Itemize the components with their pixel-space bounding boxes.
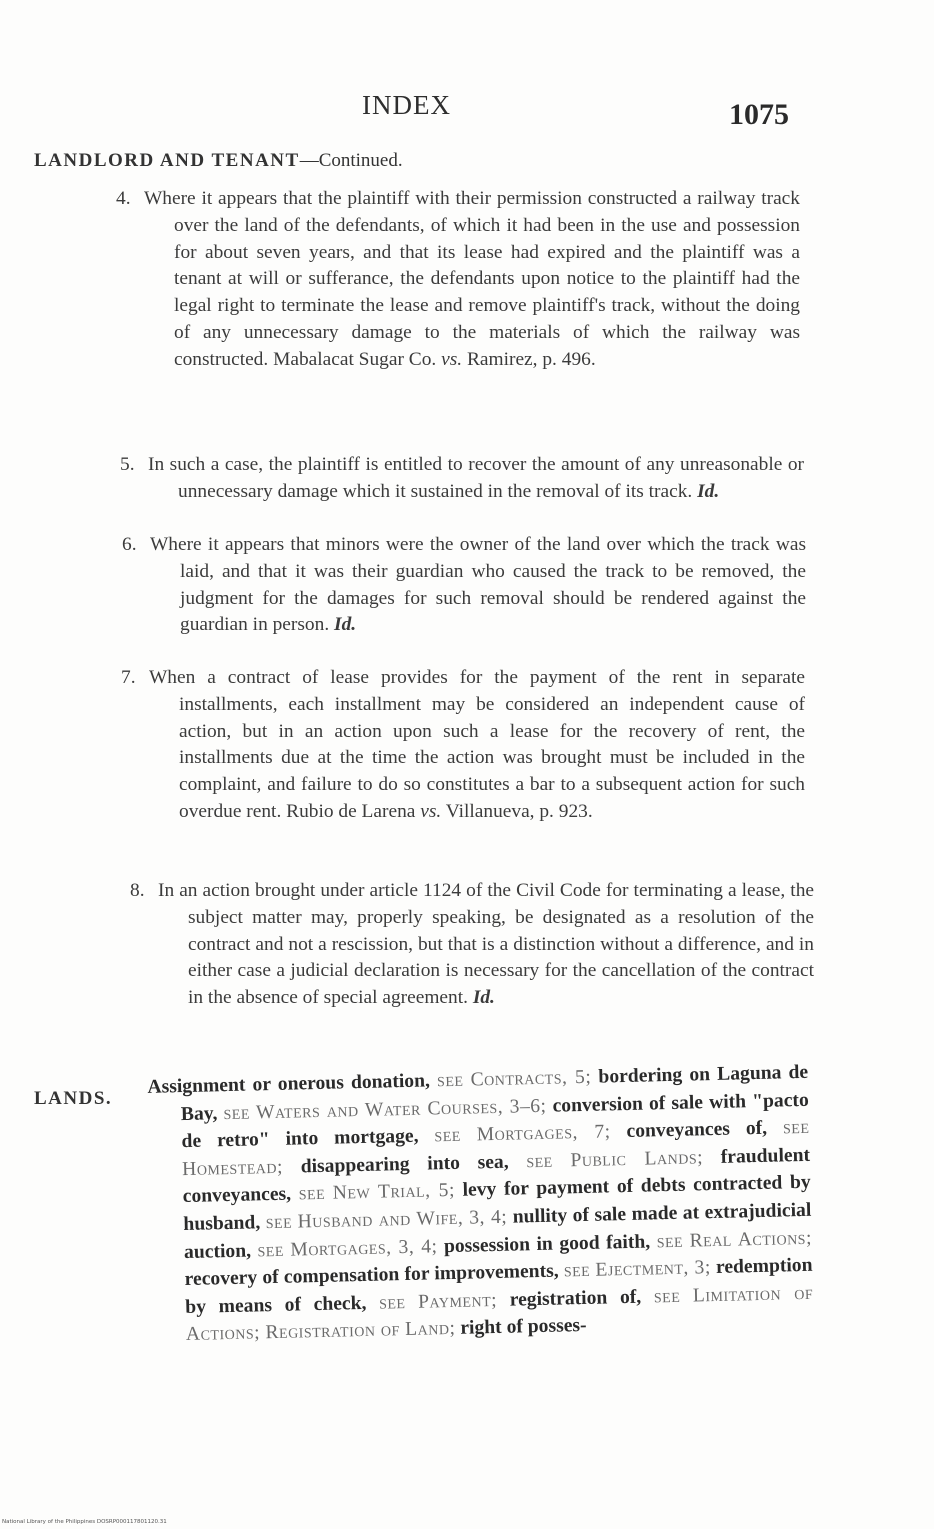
- item-number: 4.: [116, 188, 131, 209]
- lands-cross-reference: Waters and Water Courses, 3–6;: [255, 1095, 547, 1123]
- running-title: INDEX: [362, 90, 451, 120]
- lands-entry-text: [140, 1059, 814, 1350]
- lands-see: see: [257, 1239, 285, 1261]
- lands-see: see: [526, 1150, 553, 1173]
- lands-cross-reference: Payment;: [417, 1289, 498, 1313]
- lands-cross-reference: Limitation of Actions; Registration of Land;: [185, 1282, 814, 1346]
- item-id-reference: Id.: [334, 614, 357, 636]
- lands-topic: possession in good faith,: [443, 1231, 651, 1257]
- item-number: 5.: [120, 454, 135, 475]
- lands-topic: right of posses-: [460, 1315, 587, 1340]
- lands-see: see: [378, 1291, 406, 1314]
- lands-topic: conveyances of,: [626, 1117, 768, 1143]
- item-text: In an action brought under article 1124 of the Civil Code for terminating a lease, the subject matter may, properly speaking, be designated as a resolution of the contract and not a rescission, but that is a distinction without a difference, and in either case a judicial declaration is necessary for the cancellation of the contract in the absence of special agreement.: [158, 880, 814, 1009]
- item-citation: Mabalacat Sugar Co.: [273, 348, 437, 370]
- lands-cross-reference: Real Actions;: [689, 1227, 813, 1252]
- entry-heading-title: LANDLORD AND TENANT: [34, 150, 300, 171]
- item-number: 8.: [130, 880, 145, 901]
- lands-cross-reference: Contracts, 5;: [470, 1066, 592, 1091]
- lands-topic: levy for payment of debts contracted by husband,: [183, 1172, 811, 1236]
- index-item-4: [116, 186, 800, 374]
- lands-cross-reference: Public Lands;: [570, 1147, 704, 1172]
- lands-topic: recovery of compensation for improvements,: [184, 1260, 559, 1291]
- item-id-reference: Id.: [472, 987, 495, 1009]
- lands-see: see: [656, 1230, 684, 1252]
- lands-see: see: [436, 1069, 464, 1092]
- lands-topic: Assignment or onerous donation,: [147, 1070, 431, 1098]
- lands-see: see: [223, 1102, 251, 1124]
- item-text: In such a case, the plaintiff is entitled to recover the amount of any unreasonable or unnecessary damage which it sustained in the removal of its track.: [148, 454, 804, 502]
- page-number: 1075: [729, 98, 789, 131]
- lands-topic: nullity of sale made at extrajudicial auction,: [183, 1199, 812, 1263]
- lands-cross-reference: Mortgages, 7;: [476, 1121, 611, 1146]
- index-item-7: [121, 665, 805, 826]
- lands-see: see: [563, 1259, 591, 1282]
- item-number: 6.: [122, 534, 137, 555]
- lands-topic: redemption by means of check,: [185, 1254, 813, 1318]
- lands-see: see: [298, 1183, 326, 1205]
- lands-topic: fraudulent conveyances,: [182, 1144, 811, 1208]
- lands-topic: disappearing into sea,: [300, 1151, 509, 1178]
- item-text: Where it appears that minors were the owner of the land over which the track was laid, and that it was their guardian who caused the track to be removed, the judgment for the damages for such removal should be rendered against the guardian in person.: [150, 534, 806, 636]
- index-item-5: [120, 452, 804, 506]
- lands-topic: bordering on Laguna de Bay,: [180, 1061, 809, 1125]
- item-citation-vs: vs.: [420, 800, 442, 822]
- lands-see: see: [653, 1285, 681, 1308]
- lands-cross-reference: Ejectment, 3;: [595, 1257, 712, 1281]
- item-number: 7.: [121, 667, 136, 688]
- entry-continued: —Continued.: [299, 150, 403, 171]
- lands-see: see: [265, 1211, 293, 1234]
- lands-entry-label: LANDS.: [34, 1088, 113, 1109]
- lands-cross-reference: Homestead;: [181, 1156, 284, 1180]
- item-id-reference: Id.: [697, 480, 720, 502]
- item-text: Where it appears that the plaintiff with their permission constructed a railway track over the land of the defendants, of which it had been in the use and possession for about seven years, and that its lease had expired and the plaintiff was a tenant at will or sufferance, the defendants upon notice to the plaintiff had the legal right to terminate the lease and remove plaintiff's track, without the doing of any unnecessary damage to the materials of which the railway was constructed.: [144, 188, 800, 370]
- lands-topic: conversion of sale with "pacto de retro" into mortgage,: [181, 1089, 809, 1153]
- index-item-8: [130, 878, 814, 1012]
- index-entry-heading: [34, 150, 403, 172]
- index-item-6: [122, 532, 806, 639]
- lands-see: see: [782, 1117, 810, 1139]
- lands-cross-reference: New Trial, 5;: [332, 1180, 456, 1205]
- item-citation: Rubio de Larena: [286, 800, 416, 822]
- item-text: When a contract of lease provides for the payment of the rent in separate installments, each installment may be considered an independent cause of action, but in an action upon such a lease for the recovery of rent, the installments due at the time the action was brought must be included in the complaint, and failure to do so constitutes a bar to a subsequent action for such overdue rent.: [149, 667, 805, 822]
- item-citation-tail: Villanueva, p. 923.: [445, 800, 593, 822]
- lands-topic: registration of,: [509, 1286, 642, 1311]
- lands-see: see: [434, 1124, 462, 1147]
- item-citation-tail: Ramirez, p. 496.: [466, 348, 596, 370]
- scan-footer-credit: National Library of the Philippines DOSRP000117801120.31: [2, 1519, 167, 1525]
- lands-cross-reference: Mortgages, 3, 4;: [290, 1235, 438, 1261]
- item-citation-vs: vs.: [441, 348, 463, 370]
- lands-cross-reference: Husband and Wife, 3, 4;: [297, 1206, 508, 1233]
